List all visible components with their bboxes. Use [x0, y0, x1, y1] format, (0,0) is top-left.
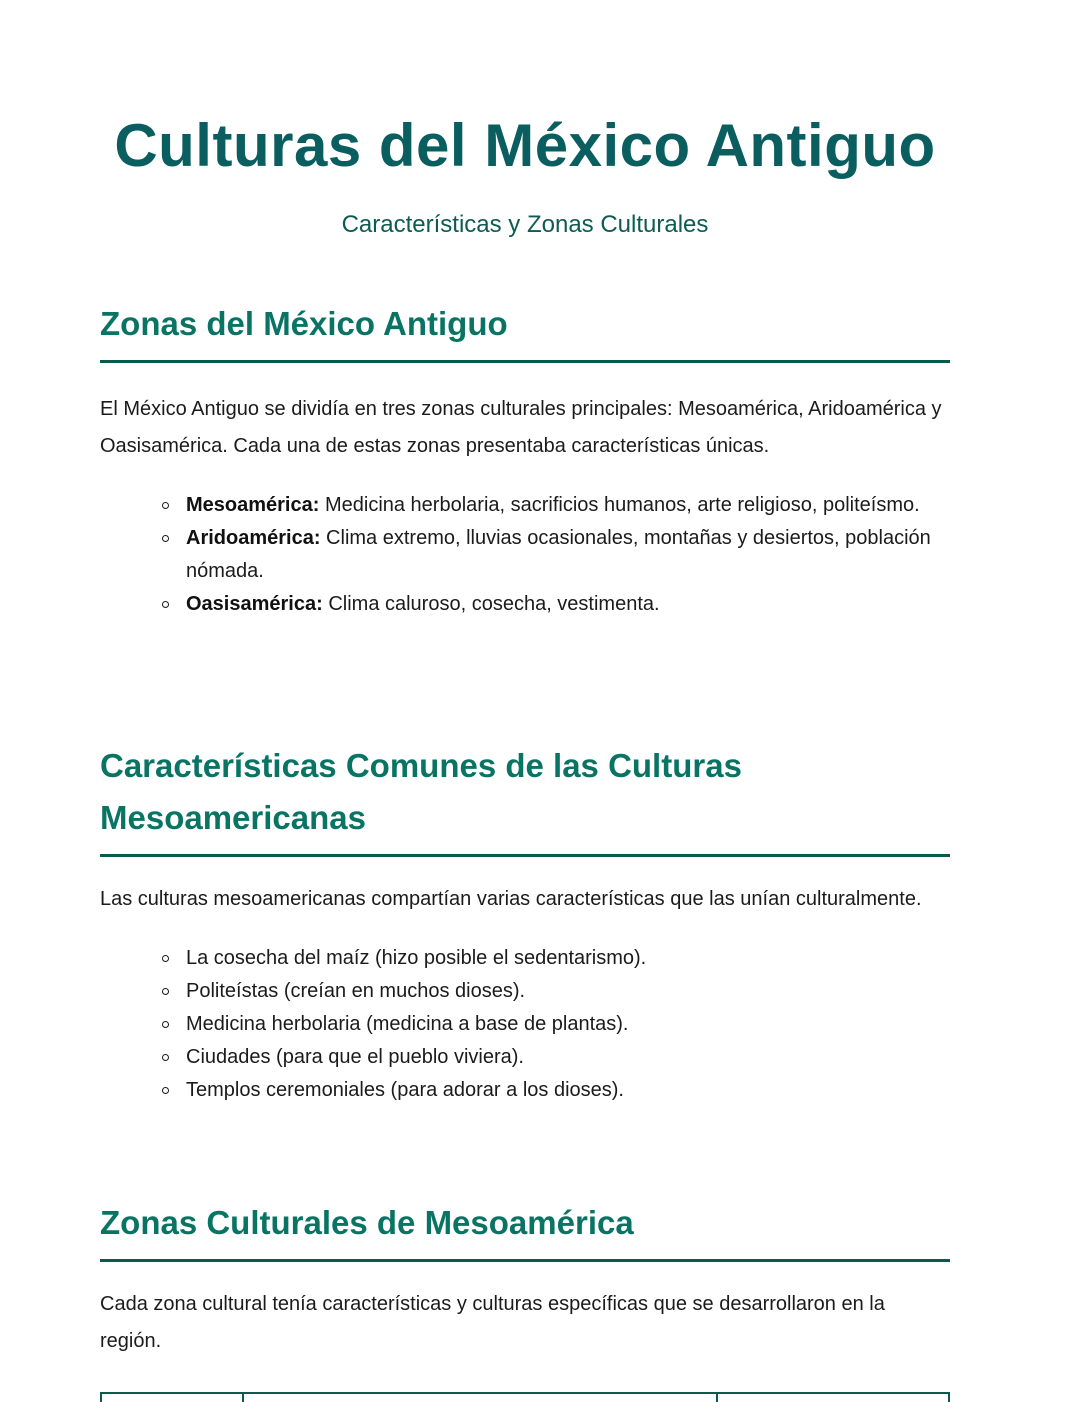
section-heading: Zonas Culturales de Mesoamérica: [100, 1197, 950, 1262]
list-item-term: Aridoamérica:: [186, 527, 321, 549]
list-item: [186, 942, 950, 975]
list-item-text: Medicina herbolaria (medicina a base de plantas).: [186, 1013, 629, 1035]
list-item-text: Medicina herbolaria, sacrificios humanos, arte religioso, politeísmo.: [319, 494, 920, 516]
list-item: [186, 1008, 950, 1041]
circle-bullet-icon: [162, 601, 169, 608]
section-heading: Zonas del México Antiguo: [100, 298, 950, 363]
table-column: [102, 1394, 244, 1402]
list-item-text: Clima extremo, lluvias ocasionales, montañas y desiertos, población nómada.: [186, 527, 931, 582]
list-item-text: Clima caluroso, cosecha, vestimenta.: [322, 593, 660, 615]
list-item-text: Templos ceremoniales (para adorar a los dioses).: [186, 1079, 624, 1101]
list-item: [186, 522, 950, 588]
common-traits-list: [100, 942, 950, 1107]
list-item-text: La cosecha del maíz (hizo posible el sedentarismo).: [186, 947, 647, 969]
section-zonas-culturales-mesoamerica: [100, 1197, 950, 1360]
circle-bullet-icon: [162, 1054, 169, 1061]
table-column: [244, 1394, 718, 1402]
list-item: [186, 489, 950, 522]
list-item: [186, 1074, 950, 1107]
circle-bullet-icon: [162, 1087, 169, 1094]
section-paragraph: Cada zona cultural tenía características y culturas específicas que se desarrollaron en la región.: [100, 1293, 885, 1352]
circle-bullet-icon: [162, 988, 169, 995]
circle-bullet-icon: [162, 502, 169, 509]
circle-bullet-icon: [162, 1021, 169, 1028]
zones-table: [100, 1392, 950, 1402]
list-item: [186, 588, 950, 621]
section-paragraph: Las culturas mesoamericanas compartían varias características que las unían culturalmente.: [100, 888, 922, 910]
list-item-text: Politeístas (creían en muchos dioses).: [186, 980, 526, 1002]
document-subtitle: Características y Zonas Culturales: [341, 211, 709, 238]
circle-bullet-icon: [162, 955, 169, 962]
section-caracteristicas-comunes: [100, 740, 950, 1107]
circle-bullet-icon: [162, 535, 169, 542]
list-item: [186, 1041, 950, 1074]
list-item-term: Oasisamérica:: [186, 593, 323, 615]
section-paragraph: El México Antiguo se dividía en tres zonas culturales principales: Mesoamérica, Aridoamérica y Oasisamérica. Cada una de estas zonas presentaba características únicas.: [100, 398, 942, 457]
list-item: [186, 975, 950, 1008]
zones-list: [100, 489, 950, 621]
table-column: [718, 1394, 948, 1402]
section-zonas-mexico-antiguo: [100, 298, 950, 621]
document-title: Culturas del México Antiguo: [114, 112, 936, 179]
section-heading: Características Comunes de las Culturas Mesoamericanas: [100, 740, 950, 857]
list-item-term: Mesoamérica:: [186, 494, 320, 516]
list-item-text: Ciudades (para que el pueblo viviera).: [186, 1046, 524, 1068]
